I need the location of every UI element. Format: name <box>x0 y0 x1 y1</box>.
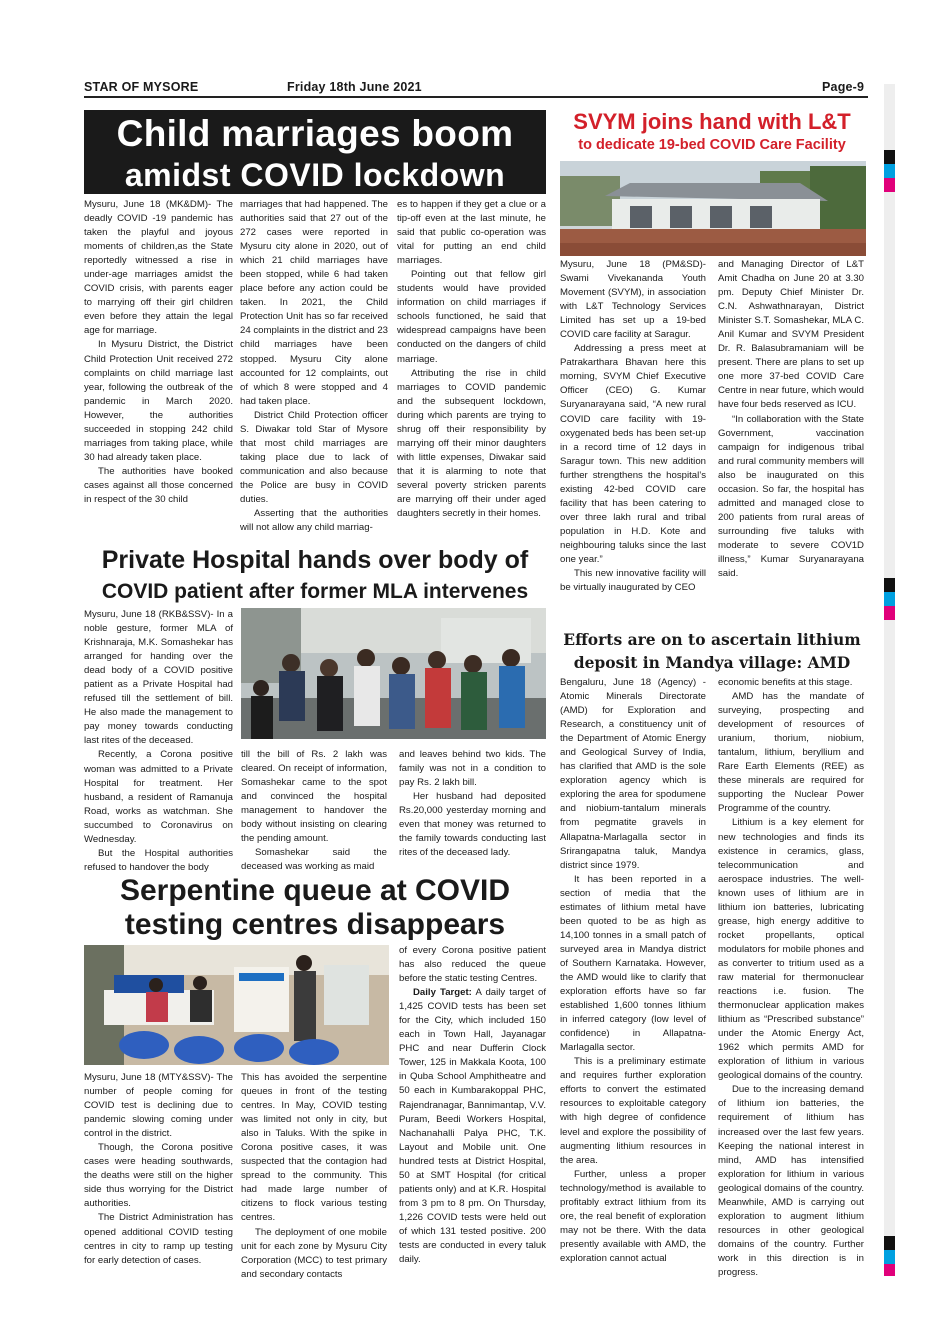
serpentine-col2 <box>241 1071 387 1282</box>
serpentine-col3 <box>399 944 546 1267</box>
hospital-crowd-photo <box>241 608 546 739</box>
paragraph: AMD has the mandate of surveying, prospecting and development of resources of uranium, thorium, niobium, tantalum, lithium, beryllium and Rare Earth Elements (REE) as these minerals are required for supporting the Nuclear Power Programme of the country. <box>718 691 864 815</box>
paragraph: Addressing a press meet at Patrakarthara Bhavan here this morning, SVYM Chief Executive Officer (CEO) G. Kumar Suryanarayana said, “A new rural COVID care facility with 19-oxygenated beds has been set-up in a record time of 12 days in Saragur town. This new addition further strengthens the hospital’s existing 42-bed COVID care facility that has been catering to over three lakh rural and tribal population in H.D. Kote and neighbouring taluks since the last one year.” <box>560 343 706 565</box>
child-marriage-col1 <box>84 198 233 507</box>
lithium-col2 <box>718 676 864 1280</box>
paragraph: Her husband had deposited Rs.20,000 yesterday morning and even that money was returned to the family towards conducting last rites of the deceased lady. <box>399 791 546 859</box>
lithium-col1 <box>560 676 706 1266</box>
paragraph: Somashekar said the deceased was working as maid <box>241 847 387 873</box>
paragraph: Mysuru, June 18 (RKB&SSV)- In a noble gesture, former MLA of Krishnaraja, M.K. Somashekar has arranged for handing over the dead body of a COVID positive patient as a Private Hospital had refused till the settlement of bill. He also made the management to pay money towards conducting last rites of the deceased. <box>84 609 233 747</box>
headline-line2: amidst COVID lockdown <box>124 157 506 193</box>
serpentine-col1 <box>84 1071 233 1268</box>
paragraph: The District Administration has opened additional COVID testing centres in city to ramp up testing for early detection of cases. <box>84 1212 233 1266</box>
paragraph: Recently, a Corona positive woman was admitted to a Private Hospital for treatment. Her husband, a resident of Ramanuja Road, works as watchman. She succumbed to Coronavirus on Wednesday. <box>84 749 233 845</box>
private-hospital-col3 <box>399 748 546 860</box>
paragraph: It has been reported in a section of media that the estimates of lithium metal have been quoted to be as high as 14,100 tonnes in a small patch of surveyed area in Mandya district of Southern Karnataka. However, the AMD would like to clarify that exploration efforts have so far established 1,600 tonnes lithium in inferred category (low level of confidence) in Allapatna-Marlagalla sector. <box>560 873 706 1054</box>
covid-care-facility-photo <box>560 161 866 256</box>
paragraph: This is a preliminary estimate and requires further exploration efforts to convert the estimated resources to exploitable category with high degree of confidence level and explore the possibility of augmenting lithium resources in the area. <box>560 1056 706 1166</box>
daily-target-paragraph <box>399 986 546 1267</box>
paragraph: es to happen if they get a clue or a tip-off even at the last minute, he said that public co-operation was vital for putting an end child marriages. <box>397 199 546 267</box>
child-marriage-col3 <box>397 198 546 521</box>
lithium-headline <box>555 628 869 674</box>
registration-magenta <box>884 1264 895 1276</box>
serpentine-headline: Serpentine queue at COVID <box>119 874 511 907</box>
svym-headline: SVYM joins hand with L&T <box>573 109 851 134</box>
svym-subheadline: to dedicate 19-bed COVID Care Facility <box>578 137 846 153</box>
private-hospital-col2 <box>241 748 387 874</box>
registration-black <box>884 150 895 164</box>
testing-centre-photo <box>84 945 389 1065</box>
paragraph: Though, the Corona positive cases were heading southwards, the deaths were still on the higher side thus worrying for the District authorities. <box>84 1142 233 1210</box>
paragraph: Due to the increasing demand of lithium ion batteries, the requirement of lithium has increased over the last few years. Keeping the national interest in mind, AMD has intensified exploration for lithium in various geological domains of the country. Meanwhile, AMD is carrying out exploration to augment lithium resources in other geological domains of the country. Further work in this direction is in progress. <box>718 1084 864 1278</box>
issue-date: Friday 18th June 2021 <box>287 80 422 94</box>
registration-black <box>884 1236 895 1250</box>
paragraph: economic benefits at this stage. <box>718 677 853 688</box>
paragraph: Mysuru, June 18 (MTY&SSV)- The number of people coming for COVID test is declining due to pandemic slowing coming under control in the district. <box>84 1072 233 1140</box>
paragraph: “In collaboration with the State Government, vaccination campaign for indigenous tribal and rural community members will also be inaugurated on this occasion. So far, the hospital has admitted and managed close to 200 patients from rural areas of surrounding five taluks with moderate to severe COV1D illness,” Kumar Suryanarayana said. <box>718 413 864 580</box>
paragraph: till the bill of Rs. 2 lakh was cleared. On receipt of information, Somashekar came to the spot and convinced the hospital management to handover the body without insisting on clearing the pending amount. <box>241 749 387 845</box>
registration-magenta <box>884 178 895 192</box>
registration-cyan <box>884 164 895 178</box>
private-hospital-col1 <box>84 608 233 875</box>
headline-line2: deposit in Mandya village: AMD <box>573 653 851 672</box>
child-marriage-headline <box>84 110 546 194</box>
paragraph: Mysuru, June 18 (MK&DM)- The deadly COVID -19 pandemic has taken the playful and joyous moments of children,as the State reportedly witnessed a rise in under-age marriages amidst the COVID crisis, with parents eager to marrying off their girl children even before they attain the legal age for marriage. <box>84 199 233 337</box>
registration-cyan <box>884 1250 895 1264</box>
serpentine-headline-line2: testing centres disappears <box>124 908 506 941</box>
page-number: Page-9 <box>822 80 865 94</box>
registration-magenta <box>884 606 895 620</box>
paragraph: marriages that had happened. The authorities said that 27 out of the 272 cases were reported in Mysuru city alone in 2020, out of which 21 child marriages have been stopped, while 6 had taken place before any action could be taken. In 2021, the Child Protection Unit has so far received 24 complaints in the district and 23 child marriages have been stopped. Mysuru City alone accounted for 12 complaints, out of which 8 were stopped and 4 had taken place. <box>240 199 388 407</box>
headline-line1: Efforts are on to ascertain lithium <box>563 630 861 649</box>
headline-line1: Child marriages boom <box>116 113 514 154</box>
paragraph: Further, unless a proper technology/method is available to profitably extract lithium from its ore, the real benefit of exploration may not be there. With the data presently available with AMD, the exploration cannot actual <box>560 1168 706 1264</box>
paragraph: The authorities have booked cases against all those concerned in respect of the 30 child <box>84 465 233 505</box>
paragraph: of every Corona positive patient has also reduced the queue before the static testing Centres. <box>399 945 546 985</box>
paragraph: Asserting that the authorities will not allow any child marriag- <box>240 508 388 534</box>
svym-col1 <box>560 258 706 595</box>
paragraph: Lithium is a key element for new technologies and finds its existence in ceramics, glass, telecommunication and aerospace industries. The well-known uses of lithium are in lithium ion batteries, lubricating grease, high energy additive to rocket propellants, optical modulators for mobile phones and as converter to tritium used as a raw material for thermonuclear reactions i.e. fusion. The thermonuclear application makes lithium as “Prescribed substance” under the Atomic Energy Act, 1962 which permits AMD for exploration of lithium in various geological domains of the country. <box>718 817 864 1082</box>
registration-black <box>884 578 895 592</box>
paragraph: But the Hospital authorities refused to handover the body <box>84 847 233 873</box>
paragraph: and Managing Director of L&T Amit Chadha on June 20 at 3.30 pm. Deputy Chief Minister Dr. C.N. Ashwathnarayan, District Minister S.T. Somashekar, MLA C. Anil Kumar and SVYM President Dr. R. Balasubramaniam will be present. There are plans to set up one more 37-bed COVID Care Centre in near future, which would have four beds reserved as ICU. <box>718 259 864 411</box>
paragraph: This new innovative facility will be virtually inaugurated by CEO <box>560 568 706 594</box>
publication-name: STAR OF MYSORE <box>84 80 199 94</box>
paragraph: In Mysuru District, the District Child Protection Unit received 272 complaints on child marriage last year, following the outbreak of the pandemic in March 2020. However, the authorities succeeded in stopping 242 child marriages from taking place, while 30 had already taken place. <box>84 339 233 463</box>
paragraph: Attributing the rise in child marriages to COVID pandemic and the subsequent lockdown, during which parents are trying to shrug off their responsibility by marrying off their minor daughters with little expenses, Diwakar said that it is alarming to note that several poverty stricken parents are marrying off their under aged daughters secretly in their homes. <box>397 367 546 520</box>
paragraph: Pointing out that fellow girl students would have provided information on child marriages if schools functioned, he said that widespread campaigns have been conducted on the dangers of child marriage. <box>397 269 546 365</box>
paragraph: and leaves behind two kids. The family was not in a condition to pay Rs. 2 lakh bill. <box>399 749 546 789</box>
registration-strip <box>884 84 895 1274</box>
paragraph: This has avoided the serpentine queues in front of the testing centres. In May, COVID testing was limited not only in city, but also in Taluks. With the spike in Corona positive cases, it was suspected that the contagion had spread to the community. This had made large number of citizens to flock various testing centres. <box>241 1072 387 1224</box>
paragraph: The deployment of one mobile unit for each zone by Mysuru City Corporation (MCC) to test primary and secondary contacts <box>241 1226 387 1280</box>
registration-cyan <box>884 592 895 606</box>
paragraph: District Child Protection officer S. Diwakar told Star of Mysore that most child marriages are taking place due to lack of communication and also because the Police are busy in COVID duties. <box>240 409 388 505</box>
paragraph-text: A daily target of 1,425 COVID tests has been set for the City, which included 150 each in Town Hall, Jayanagar PHC and near Dufferin Clock Tower, 125 in Makkala Koota, 100 in Quba School Amphitheatre and 50 each in Kumbarakoppal PHC, Rajendranagar, Bannimantap, V.V. Puram, Beedi Workers Hospital, Nachanahalli Palya PHC, T.K. Layout and Mobile unit. One hundred tests at District Hospital, 50 at SMT Hospital (for critical patients only) and at K.R. Hospital from 3 pm to 8 pm. On Thursday, 1,226 COVID tests were held out of which 131 tested positive. 200 tests are conducted in every taluk daily. <box>399 987 546 1266</box>
private-hospital-subheadline: COVID patient after former MLA intervenes <box>101 580 529 603</box>
paragraph: Bengaluru, June 18 (Agency) - Atomic Minerals Directorate (AMD) for Exploration and Research, a constituency unit of the Department of Atomic Energy and Geological Survey of India, has clarified that AMD is the sole exploration agency which is exploring the area for spodumene and niobium-tantalum minerals from pegmatite gravels in Allapatna-Marlagalla sector in Srirangapatna taluk, Mandya district since 1979. <box>560 677 706 871</box>
header-rule <box>84 96 868 98</box>
svym-col2 <box>718 258 864 581</box>
child-marriage-col2 <box>240 198 388 535</box>
paragraph: Mysuru, June 18 (PM&SD)- Swami Vivekananda Youth Movement (SVYM), in association with L&T Technology Services Limited has set up a 19-bed COVID care facility at Saragur. <box>560 259 706 341</box>
subhead-daily-target: Daily Target: <box>413 987 472 999</box>
private-hospital-headline: Private Hospital hands over body of <box>101 546 529 574</box>
